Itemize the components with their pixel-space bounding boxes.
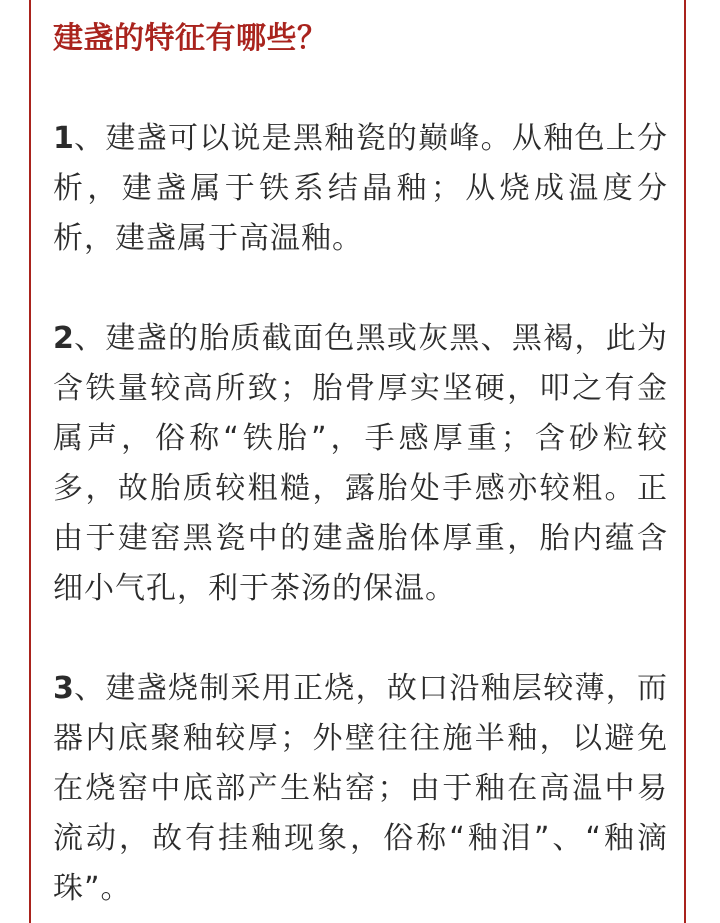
point-number: 2 <box>53 321 74 356</box>
point-text: 、建盏可以说是黑釉瓷的巅峰。从釉色上分析，建盏属于铁系结晶釉；从烧成温度分析，建盏属于高温釉。 <box>53 121 668 256</box>
article-point-3 <box>53 664 668 914</box>
article-content <box>53 14 668 914</box>
point-number: 1 <box>53 121 74 156</box>
point-text: 、建盏烧制采用正烧，故口沿釉层较薄，而器内底聚釉较厚；外壁往往施半釉，以避免在烧窑中底部产生粘窑；由于釉在高温中易流动，故有挂釉现象，俗称“釉泪”、“釉滴珠”。 <box>53 671 668 906</box>
article-point-1 <box>53 114 668 264</box>
point-number: 3 <box>53 671 74 706</box>
article-heading: 建盏的特征有哪些？ <box>53 21 328 56</box>
point-text: 、建盏的胎质截面色黑或灰黑、黑褐，此为含铁量较高所致；胎骨厚实坚硬，叩之有金属声，俗称“铁胎”，手感厚重；含砂粒较多，故胎质较粗糙，露胎处手感亦较粗。正由于建窑黑瓷中的建盏胎体厚重，胎内蕴含细小气孔，利于茶汤的保温。 <box>53 321 668 606</box>
article-point-2 <box>53 314 668 614</box>
